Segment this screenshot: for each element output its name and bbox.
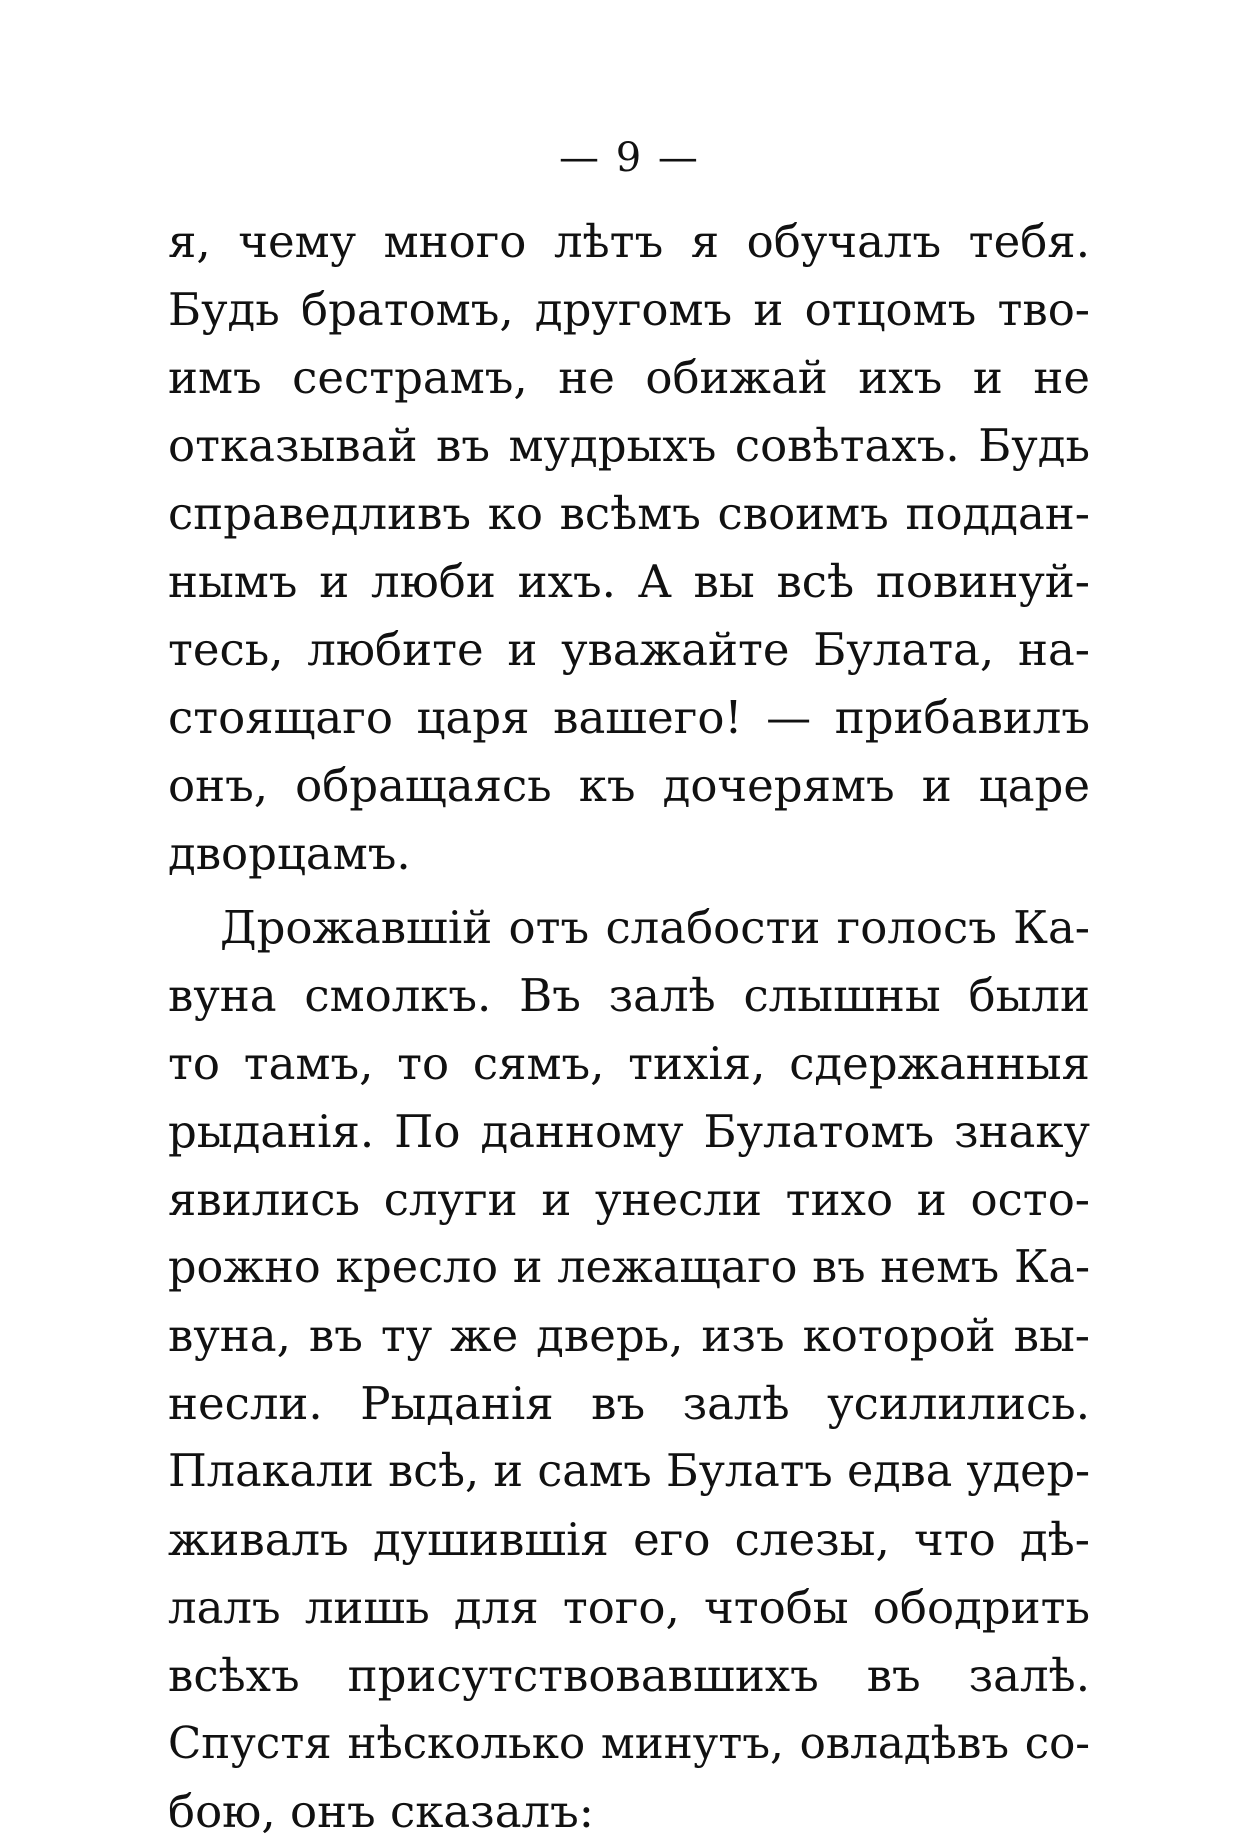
text-line: бою, онъ сказалъ: (168, 1785, 594, 1838)
text-line: справедливъ ко всѣмъ своимъ поддан- (168, 487, 1090, 540)
text-line: онъ, обращаясь къ дочерямъ и царе (168, 759, 1090, 812)
text-line: вуна, въ ту же дверь, изъ которой вы- (168, 1309, 1090, 1362)
text-line: имъ сестрамъ, не обижай ихъ и не (168, 351, 1090, 404)
text-line: то тамъ, то сямъ, тихія, сдержанныя (168, 1037, 1090, 1090)
text-line: лалъ лишь для того, чтобы ободрить (168, 1581, 1090, 1634)
page-number: — 9 — (559, 135, 700, 181)
text-line: Будь братомъ, другомъ и отцомъ тво- (168, 283, 1090, 336)
text-line: рыданія. По данному Булатомъ знаку (168, 1105, 1090, 1158)
text-line: Спустя нѣсколько минутъ, овладѣвъ со- (168, 1719, 1090, 1769)
text-line: явились слуги и унесли тихо и осто- (168, 1173, 1090, 1226)
text-line: живалъ душившія его слезы, что дѣ- (168, 1513, 1090, 1566)
paragraph-2 (168, 894, 1090, 1846)
text-line: Плакали всѣ, и самъ Булатъ едва удер- (168, 1446, 1090, 1497)
text-line: вуна смолкъ. Въ залѣ слышны были (168, 969, 1090, 1022)
text-line: тесь, любите и уважайте Булата, на- (168, 623, 1090, 676)
text-line: всѣхъ присутствовавшихъ въ залѣ. (168, 1649, 1090, 1702)
text-line: Дрожавшій отъ слабости голосъ Ка- (220, 901, 1090, 954)
text-line: отказывай въ мудрыхъ совѣтахъ. Будь (168, 419, 1090, 472)
paragraph-1 (168, 208, 1090, 888)
text-line: я, чему много лѣтъ я обучалъ тебя. (168, 215, 1090, 268)
text-line: нымъ и люби ихъ. А вы всѣ повинуй- (168, 555, 1090, 608)
text-line: рожно кресло и лежащаго въ немъ Ка- (168, 1242, 1090, 1293)
text-line: дворцамъ. (168, 827, 411, 880)
text-line: несли. Рыданія въ залѣ усилились. (168, 1377, 1090, 1430)
body-text (168, 208, 1090, 1846)
text-line: стоящаго царя вашего! — прибавилъ (168, 691, 1090, 744)
